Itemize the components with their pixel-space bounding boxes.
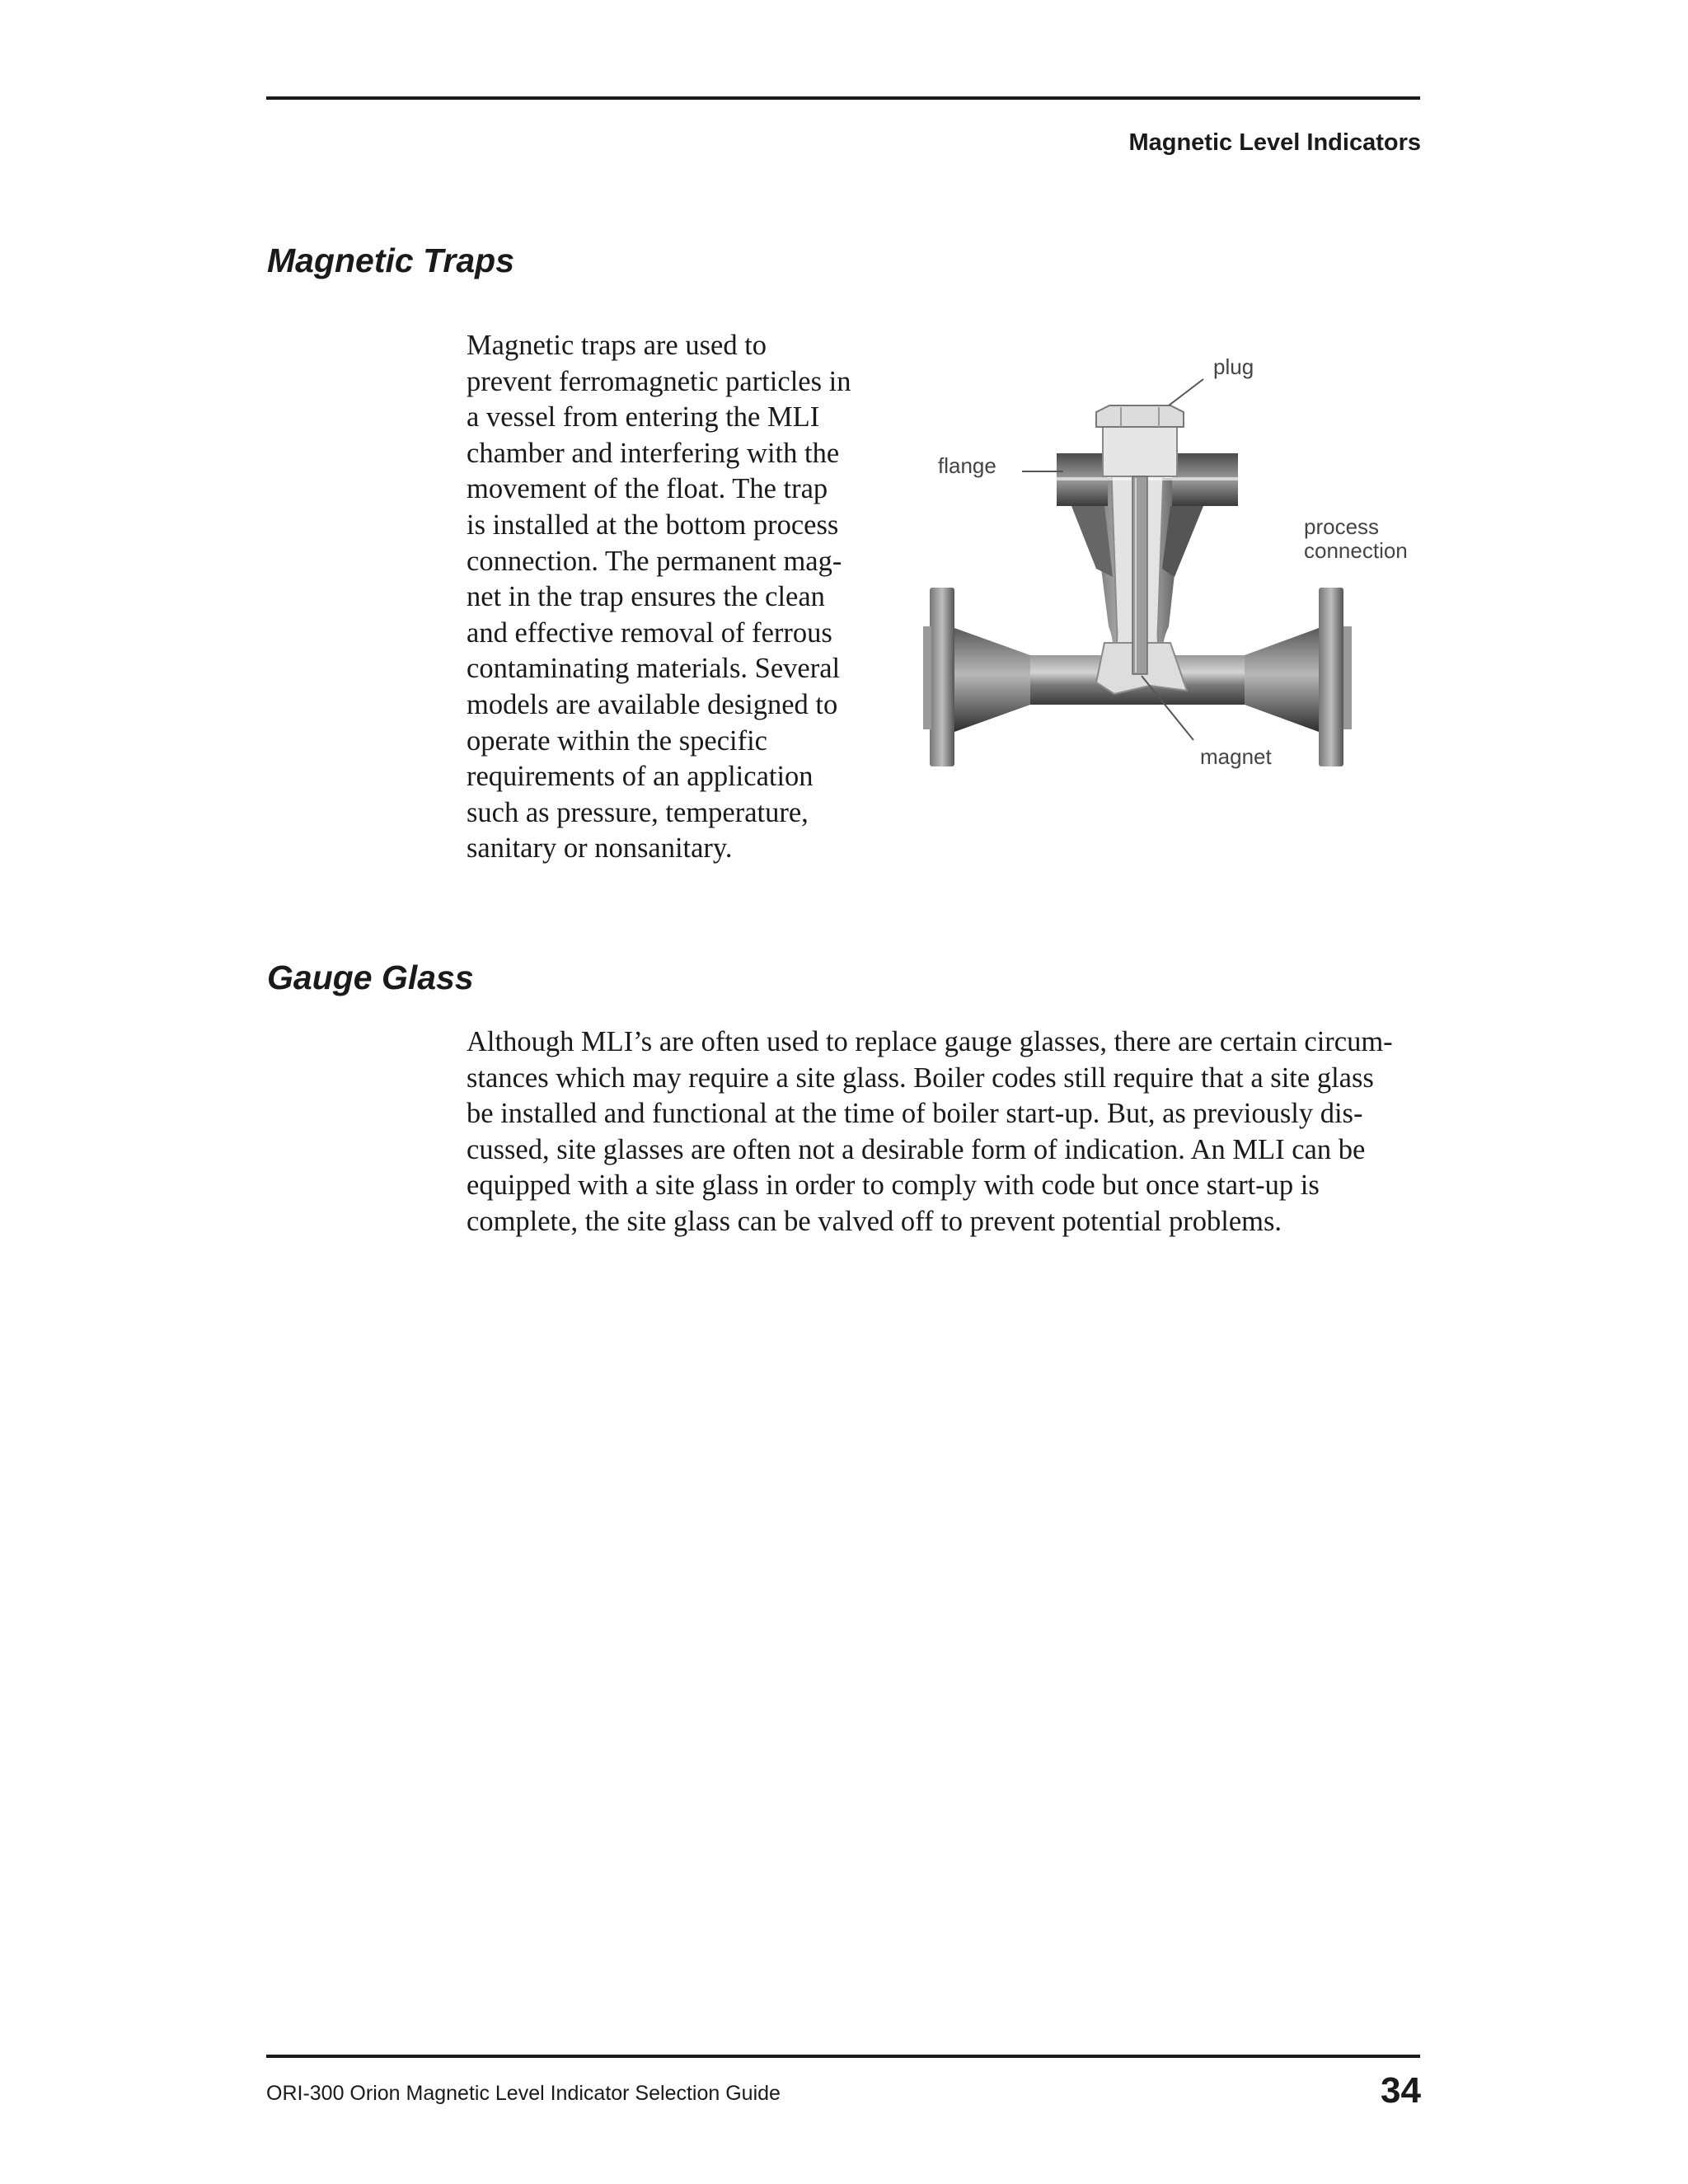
text-line: is installed at the bottom process	[467, 509, 839, 541]
text-line: connection. The permanent mag-	[467, 545, 842, 577]
text-line: prevent ferromagnetic particles in	[467, 365, 851, 397]
plug-label: plug	[1213, 354, 1254, 379]
text-line: such as pressure, temperature,	[467, 796, 809, 828]
footer-guide-title: ORI-300 Orion Magnetic Level Indicator Selection Guide	[266, 2082, 781, 2105]
section-heading-magnetic-traps: Magnetic Traps	[267, 241, 514, 279]
header-rule	[266, 96, 1420, 100]
running-header: Magnetic Level Indicators	[1128, 129, 1421, 156]
plug-leader-line	[1169, 379, 1203, 405]
magnetic-trap-figure	[907, 330, 1434, 791]
text-line: requirements of an application	[467, 761, 814, 793]
section-heading-gauge-glass: Gauge Glass	[267, 958, 474, 996]
text-line: movement of the float. The trap	[467, 473, 828, 505]
page-number: 34	[1381, 2070, 1421, 2111]
right-cone	[1245, 628, 1319, 732]
magnet-label: magnet	[1200, 744, 1272, 769]
text-line: equipped with a site glass in order to comply with code but once start-up is	[467, 1169, 1320, 1202]
process-connection-label-line2: connection	[1304, 538, 1408, 563]
right-end-flange	[1319, 588, 1343, 766]
text-line: and effective removal of ferrous	[467, 616, 832, 649]
text-line: models are available designed to	[467, 688, 838, 720]
left-end-flange	[930, 588, 954, 766]
text-line: be installed and functional at the time of boiler start-up. But, as previously dis-	[467, 1098, 1363, 1130]
text-line: cussed, site glasses are often not a desirable form of indication. An MLI can be	[467, 1133, 1366, 1165]
footer-rule	[266, 2055, 1420, 2058]
text-line: sanitary or nonsanitary.	[467, 832, 733, 865]
left-cone	[954, 628, 1030, 732]
gauge-glass-paragraph	[467, 1024, 1393, 1240]
magnetic-traps-paragraph	[467, 328, 851, 867]
text-line: Magnetic traps are used to	[467, 330, 767, 361]
text-line: operate within the specific	[467, 724, 767, 757]
left-end-flange-lip	[923, 626, 931, 729]
plug-hex-nut	[1096, 405, 1184, 427]
plug-body	[1103, 427, 1177, 476]
flange-label: flange	[938, 453, 996, 478]
process-connection-label-line1: process	[1304, 514, 1380, 539]
text-line: a vessel from entering the MLI	[467, 401, 820, 434]
magnet-rod	[1132, 476, 1147, 674]
text-line: contaminating materials. Several	[467, 653, 841, 685]
text-line: stances which may require a site glass. Boiler codes still require that a site glass	[467, 1062, 1374, 1094]
text-line: net in the trap ensures the clean	[467, 581, 825, 613]
right-end-flange-lip	[1343, 626, 1352, 729]
text-line: complete, the site glass can be valved off to prevent potential problems.	[467, 1205, 1282, 1237]
text-line: Although MLI’s are often used to replace gauge glasses, there are certain circum-	[467, 1026, 1393, 1057]
text-line: chamber and interfering with the	[467, 437, 840, 469]
